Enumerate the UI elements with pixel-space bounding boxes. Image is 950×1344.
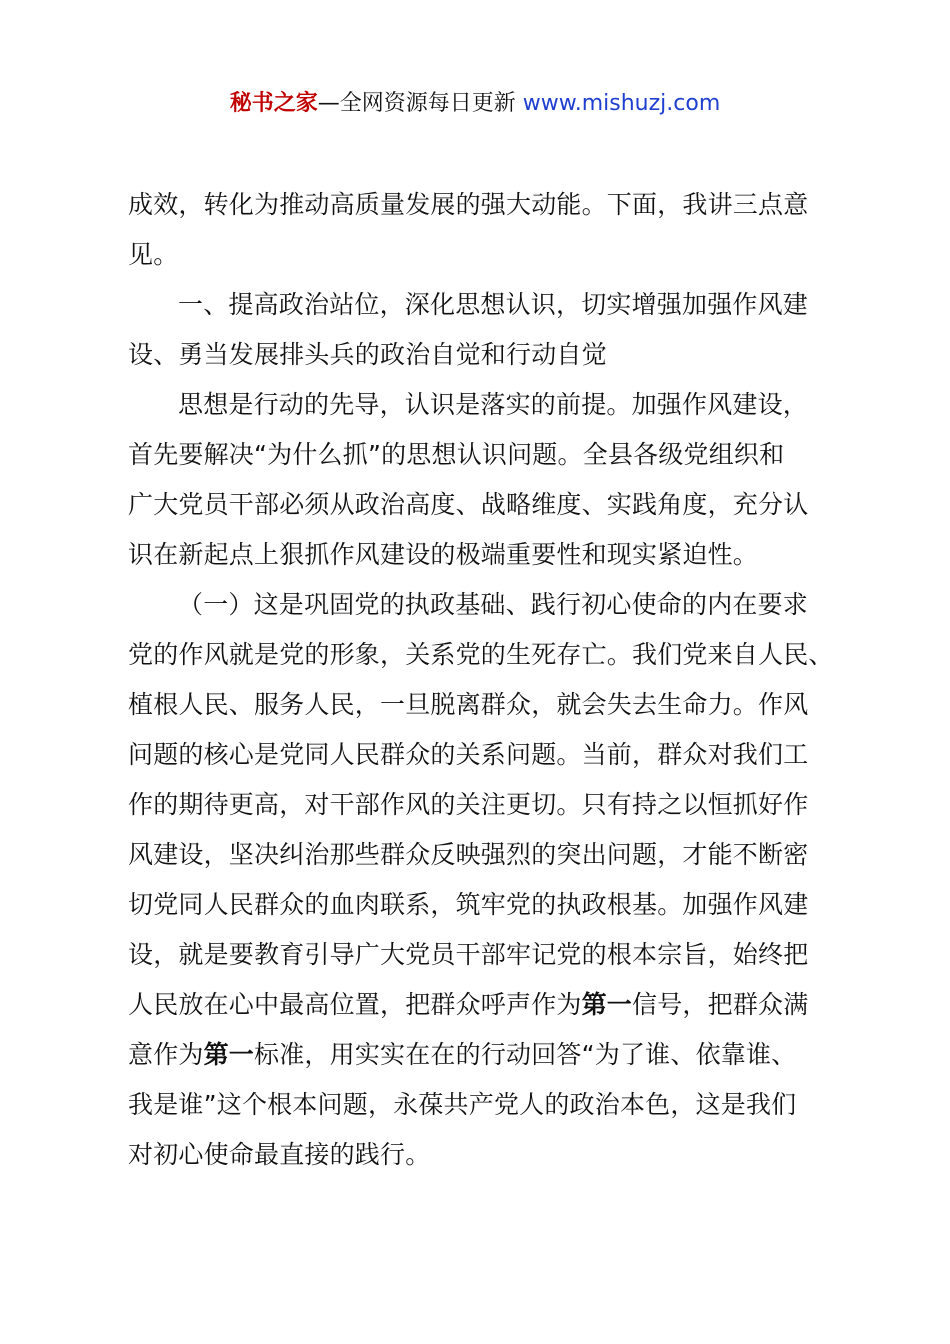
bold-text: 第一 [581, 990, 633, 1019]
text-line [128, 1030, 838, 1080]
text-line: 设，就是要教育引导广大党员干部牢记党的根本宗旨，始终把 [128, 940, 809, 969]
text-line: 植根人民、服务人民，一旦脱离群众，就会失去生命力。作风 [128, 690, 809, 719]
text-line: 风建设，坚决纠治那些群众反映强烈的突出问题，才能不断密 [128, 840, 809, 869]
page-header [0, 88, 950, 120]
subsection-heading: （一）这是巩固党的执政基础、践行初心使命的内在要求 [178, 590, 809, 619]
text-segment: 信号，把群众满 [632, 990, 809, 1019]
text-segment: 人民放在心中最高位置，把群众呼声作为 [128, 990, 582, 1019]
text-line: 广大党员干部必须从政治高度、战略维度、实践角度，充分认 [128, 490, 809, 519]
text-line: 切党同人民群众的血肉联系，筑牢党的执政根基。加强作风建 [128, 890, 809, 919]
brand-name: 秘书之家 [229, 91, 318, 116]
section-heading-continued: 设、勇当发展排头兵的政治自觉和行动自觉 [128, 340, 607, 369]
text-line: 见。 [128, 240, 179, 269]
text-line: 作的期待更高，对干部作风的关注更切。只有持之以恒抓好作 [128, 790, 809, 819]
text-line: 党的作风就是党的形象，关系党的生死存亡。我们党来自人民、 [128, 640, 834, 669]
text-line: 首先要解决“为什么抓”的思想认识问题。全县各级党组织和 [128, 440, 785, 469]
text-line: 思想是行动的先导，认识是落实的前提。加强作风建设， [178, 390, 809, 419]
text-line [128, 980, 838, 1030]
bold-text: 第一 [203, 1040, 255, 1069]
site-link[interactable]: www.mishuzj.com [522, 91, 721, 116]
text-line: 我是谁”这个根本问题，永葆共产党人的政治本色，这是我们 [128, 1090, 797, 1119]
header-tagline: —全网资源每日更新 [317, 91, 523, 116]
text-line: 问题的核心是党同人民群众的关系问题。当前，群众对我们工 [128, 740, 809, 769]
section-heading: 一、提高政治站位，深化思想认识，切实增强加强作风建 [178, 290, 809, 319]
text-line: 成效，转化为推动高质量发展的强大动能。下面，我讲三点意 [128, 190, 809, 219]
text-line: 识在新起点上狠抓作风建设的极端重要性和现实紧迫性。 [128, 540, 759, 569]
text-segment: 标准，用实实在在的行动回答“为了谁、依靠谁、 [254, 1040, 797, 1069]
document-body [128, 180, 838, 1180]
text-segment: 意作为 [128, 1040, 204, 1069]
text-line: 对初心使命最直接的践行。 [128, 1140, 431, 1169]
